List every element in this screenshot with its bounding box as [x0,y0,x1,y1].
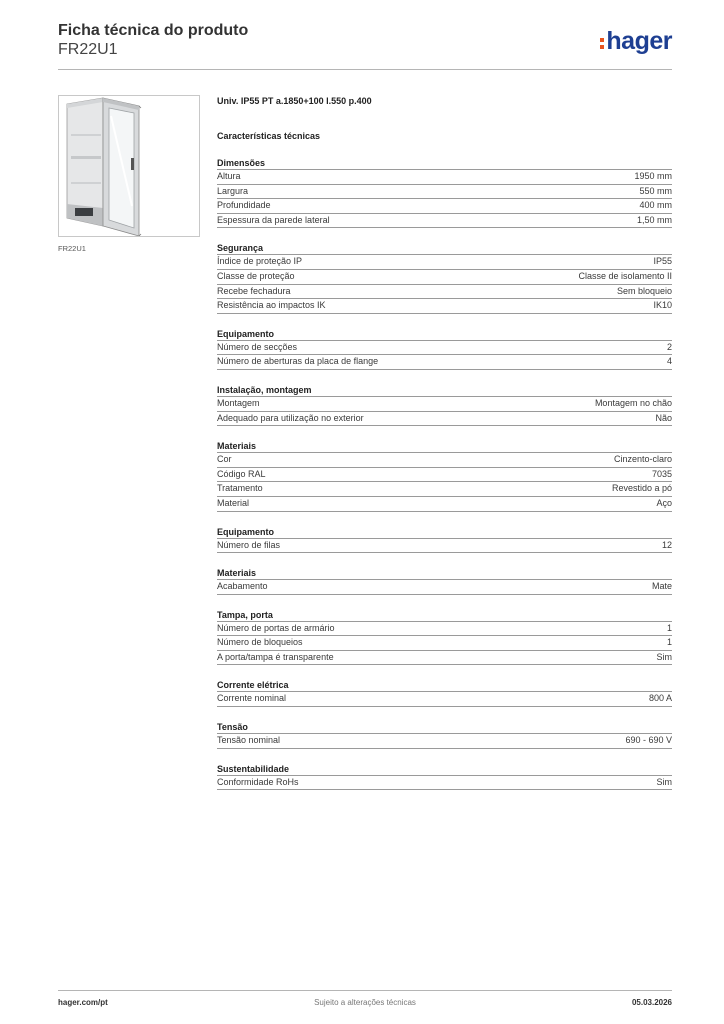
spec-value: Sim [656,651,672,662]
logo-colon-icon [600,33,605,49]
spec-section [217,763,672,791]
spec-value: Não [655,412,672,423]
spec-row [217,170,672,185]
spec-row [217,482,672,497]
spec-sections [217,157,672,790]
spec-row [217,692,672,707]
page-header [58,22,672,70]
spec-label: Montagem [217,397,260,408]
spec-row [217,285,672,300]
spec-label: Altura [217,171,241,181]
spec-value: 1 [666,622,672,633]
spec-section [217,679,672,707]
spec-value: 1 [666,637,672,648]
spec-row [217,651,672,666]
spec-row [217,185,672,200]
section-heading: Tensão [217,721,672,734]
spec-label: Número de portas de armário [217,622,335,633]
spec-value: Montagem no chão [594,397,672,408]
spec-value: 690 - 690 V [625,735,672,746]
spec-value: 1,50 mm [636,214,672,225]
spec-row [217,341,672,356]
spec-value: Aço [656,497,672,508]
section-heading: Sustentabilidade [217,763,672,776]
spec-value: Revestido a pó [611,483,672,494]
cabinet-illustration [59,96,199,236]
spec-value: 550 mm [639,185,672,196]
spec-label: Número de filas [217,539,281,550]
spec-row [217,622,672,637]
spec-row [217,199,672,214]
footer-website[interactable]: hager.com/pt [58,998,108,1007]
spec-value: 400 mm [639,200,672,211]
spec-section [217,157,672,228]
spec-label: Tensão nominal [217,735,281,746]
spec-row [217,355,672,370]
spec-value: 4 [666,356,672,367]
spec-row [217,299,672,314]
spec-row [217,255,672,270]
spec-label: Código RAL [217,468,266,479]
spec-label: Número de aberturas da placa de flange [217,356,379,367]
section-heading: Materiais [217,567,672,580]
spec-label: Tratamento [217,483,263,494]
spec-value: 1950 mm [634,171,672,181]
spec-section [217,384,672,426]
spec-label: Acabamento [217,581,268,592]
spec-label: Adequado para utilização no exterior [217,412,364,423]
spec-row [217,270,672,285]
spec-label: Classe de proteção [217,270,295,281]
hager-logo [600,28,672,54]
section-heading: Materiais [217,440,672,453]
spec-section [217,440,672,511]
spec-section [217,609,672,666]
spec-label: Conformidade RoHs [217,776,299,787]
spec-row [217,497,672,512]
spec-label: Número de bloqueios [217,637,303,648]
spec-value: Cinzento-claro [613,454,672,465]
spec-row [217,468,672,483]
spec-section [217,567,672,595]
spec-row [217,214,672,229]
spec-label: Recebe fechadura [217,285,291,296]
section-heading: Equipamento [217,328,672,341]
section-heading: Dimensões [217,157,672,170]
section-heading: Equipamento [217,526,672,539]
spec-label: Material [217,497,250,508]
spec-label: Corrente nominal [217,693,287,704]
specs-column [217,96,672,790]
spec-value: Classe de isolamento II [578,270,672,281]
section-heading: Corrente elétrica [217,679,672,692]
spec-value: 7035 [651,468,672,479]
footer-date: 05.03.2026 [631,998,672,1007]
spec-label: A porta/tampa é transparente [217,651,334,662]
spec-value: Sim [656,776,672,787]
spec-section [217,242,672,313]
spec-section [217,526,672,554]
spec-row [217,412,672,427]
section-heading: Instalação, montagem [217,384,672,397]
section-heading: Segurança [217,242,672,255]
page-title: Ficha técnica do produto [58,22,249,39]
spec-label: Espessura da parede lateral [217,214,330,225]
product-image [58,95,200,237]
spec-section [217,328,672,370]
logo-text: hager [606,27,672,55]
page-footer [58,990,672,1007]
spec-row [217,636,672,651]
spec-label: Índice de proteção IP [217,256,303,267]
product-code: FR22U1 [58,41,118,58]
spec-value: Mate [651,581,672,592]
spec-label: Cor [217,454,232,465]
spec-value: IP55 [653,256,672,267]
spec-value: 800 A [648,693,672,704]
spec-label: Número de secções [217,341,298,352]
spec-row [217,397,672,412]
image-caption: FR22U1 [58,244,86,253]
spec-row [217,453,672,468]
spec-section [217,721,672,749]
spec-value: 12 [661,539,672,550]
spec-row [217,734,672,749]
spec-label: Largura [217,185,249,196]
product-name: Univ. IP55 PT a.1850+100 l.550 p.400 [217,96,372,106]
spec-value: IK10 [653,300,672,311]
spec-value: Sem bloqueio [616,285,672,296]
characteristics-title: Características técnicas [217,131,321,141]
spec-label: Profundidade [217,200,271,211]
spec-value: 2 [666,341,672,352]
spec-row [217,776,672,791]
footer-notice: Sujeito a alterações técnicas [314,998,416,1007]
spec-label: Resistência ao impactos IK [217,300,326,311]
spec-row [217,539,672,554]
spec-row [217,580,672,595]
section-heading: Tampa, porta [217,609,672,622]
